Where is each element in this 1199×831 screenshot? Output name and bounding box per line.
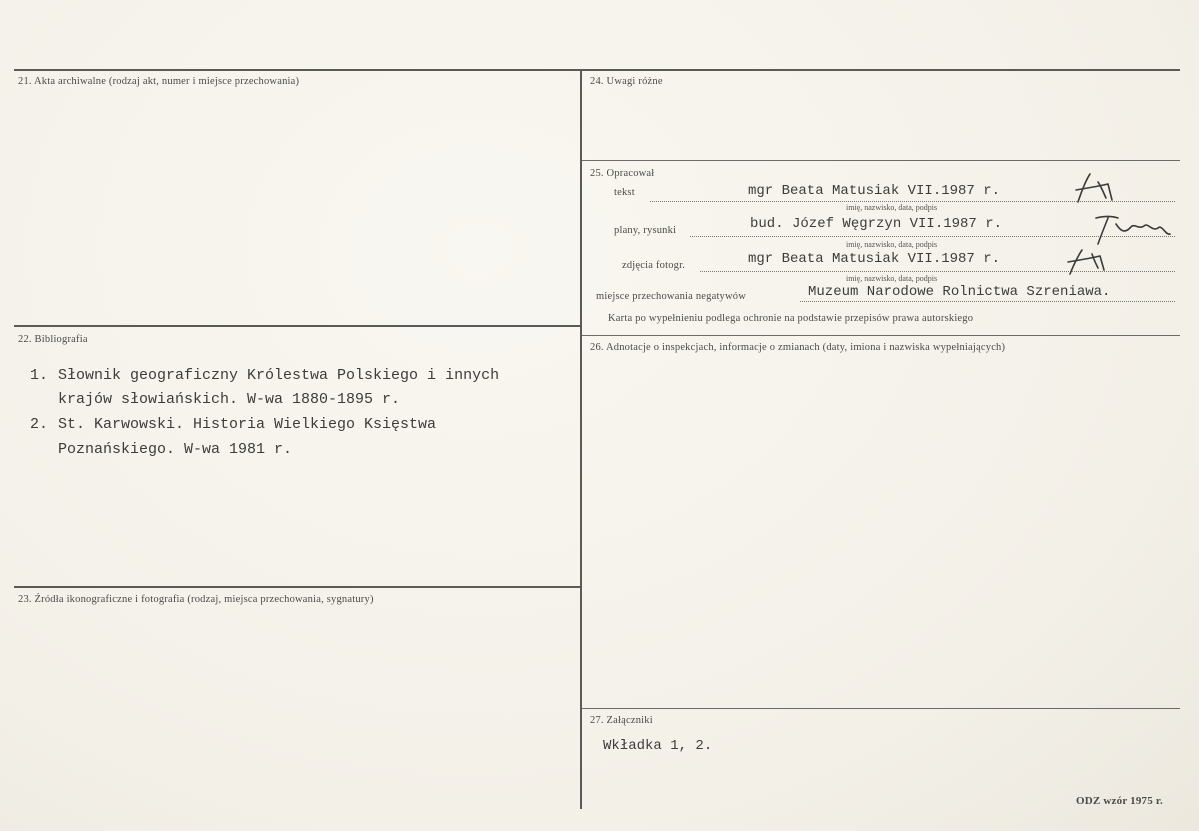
signature-3	[1062, 244, 1122, 278]
section-21-bottom-rule	[14, 325, 580, 327]
attachments-value: Wkładka 1, 2.	[603, 738, 713, 754]
bibliography-item-1-line2: krajów słowiańskich. W-wa 1880-1895 r.	[58, 391, 401, 408]
section-21-label: 21. Akta archiwalne (rodzaj akt, numer i miejsce przechowania)	[18, 76, 300, 87]
top-rule	[14, 69, 1180, 71]
miejsce-dotted-line	[800, 301, 1175, 302]
bibliography-item-2-line2: Poznańskiego. W-wa 1981 r.	[58, 441, 293, 458]
zdjecia-label: zdjęcia fotogr.	[622, 260, 686, 271]
zdjecia-caption: imię, nazwisko, data, podpis	[846, 274, 938, 283]
section-25-bottom-rule	[582, 335, 1180, 336]
bibliography-item-1-line1: Słownik geograficzny Królestwa Polskiego i innych	[58, 367, 500, 384]
plany-label: plany, rysunki	[614, 225, 677, 236]
signature-2	[1090, 208, 1180, 248]
section-24-bottom-rule	[582, 160, 1180, 161]
section-25-label: 25. Opracował	[590, 168, 655, 179]
bibliography-item-1-number: 1.	[30, 367, 49, 384]
center-divider	[580, 69, 582, 809]
section-27-label: 27. Załączniki	[590, 715, 653, 726]
zdjecia-value: mgr Beata Matusiak VII.1987 r.	[748, 251, 1001, 267]
miejsce-negatywow-value: Muzeum Narodowe Rolnictwa Szreniawa.	[808, 284, 1111, 300]
form-version: ODZ wzór 1975 r.	[1076, 795, 1163, 807]
copyright-note: Karta po wypełnieniu podlega ochronie na podstawie przepisów prawa autorskiego	[608, 313, 974, 324]
section-26-label: 26. Adnotacje o inspekcjach, informacje o zmianach (daty, imiona i nazwiska wypełniających)	[590, 342, 1006, 353]
tekst-value: mgr Beata Matusiak VII.1987 r.	[748, 183, 1001, 199]
section-22-bottom-rule	[14, 586, 580, 588]
section-24-label: 24. Uwagi różne	[590, 76, 663, 87]
bibliography-item-2-line1: St. Karwowski. Historia Wielkiego Księstwa	[58, 416, 437, 433]
tekst-caption: imię, nazwisko, data, podpis	[846, 203, 938, 212]
plany-caption: imię, nazwisko, data, podpis	[846, 240, 938, 249]
section-23-label: 23. Źródła ikonograficzne i fotografia (rodzaj, miejsca przechowania, sygnatury)	[18, 594, 374, 605]
plany-value: bud. Józef Węgrzyn VII.1987 r.	[750, 216, 1003, 232]
bibliography-item-2-number: 2.	[30, 416, 49, 433]
section-22-label: 22. Bibliografia	[18, 334, 88, 345]
tekst-label: tekst	[614, 187, 635, 198]
signature-1	[1068, 172, 1128, 212]
miejsce-negatywow-label: miejsce przechowania negatywów	[596, 291, 747, 302]
section-26-bottom-rule	[582, 708, 1180, 709]
